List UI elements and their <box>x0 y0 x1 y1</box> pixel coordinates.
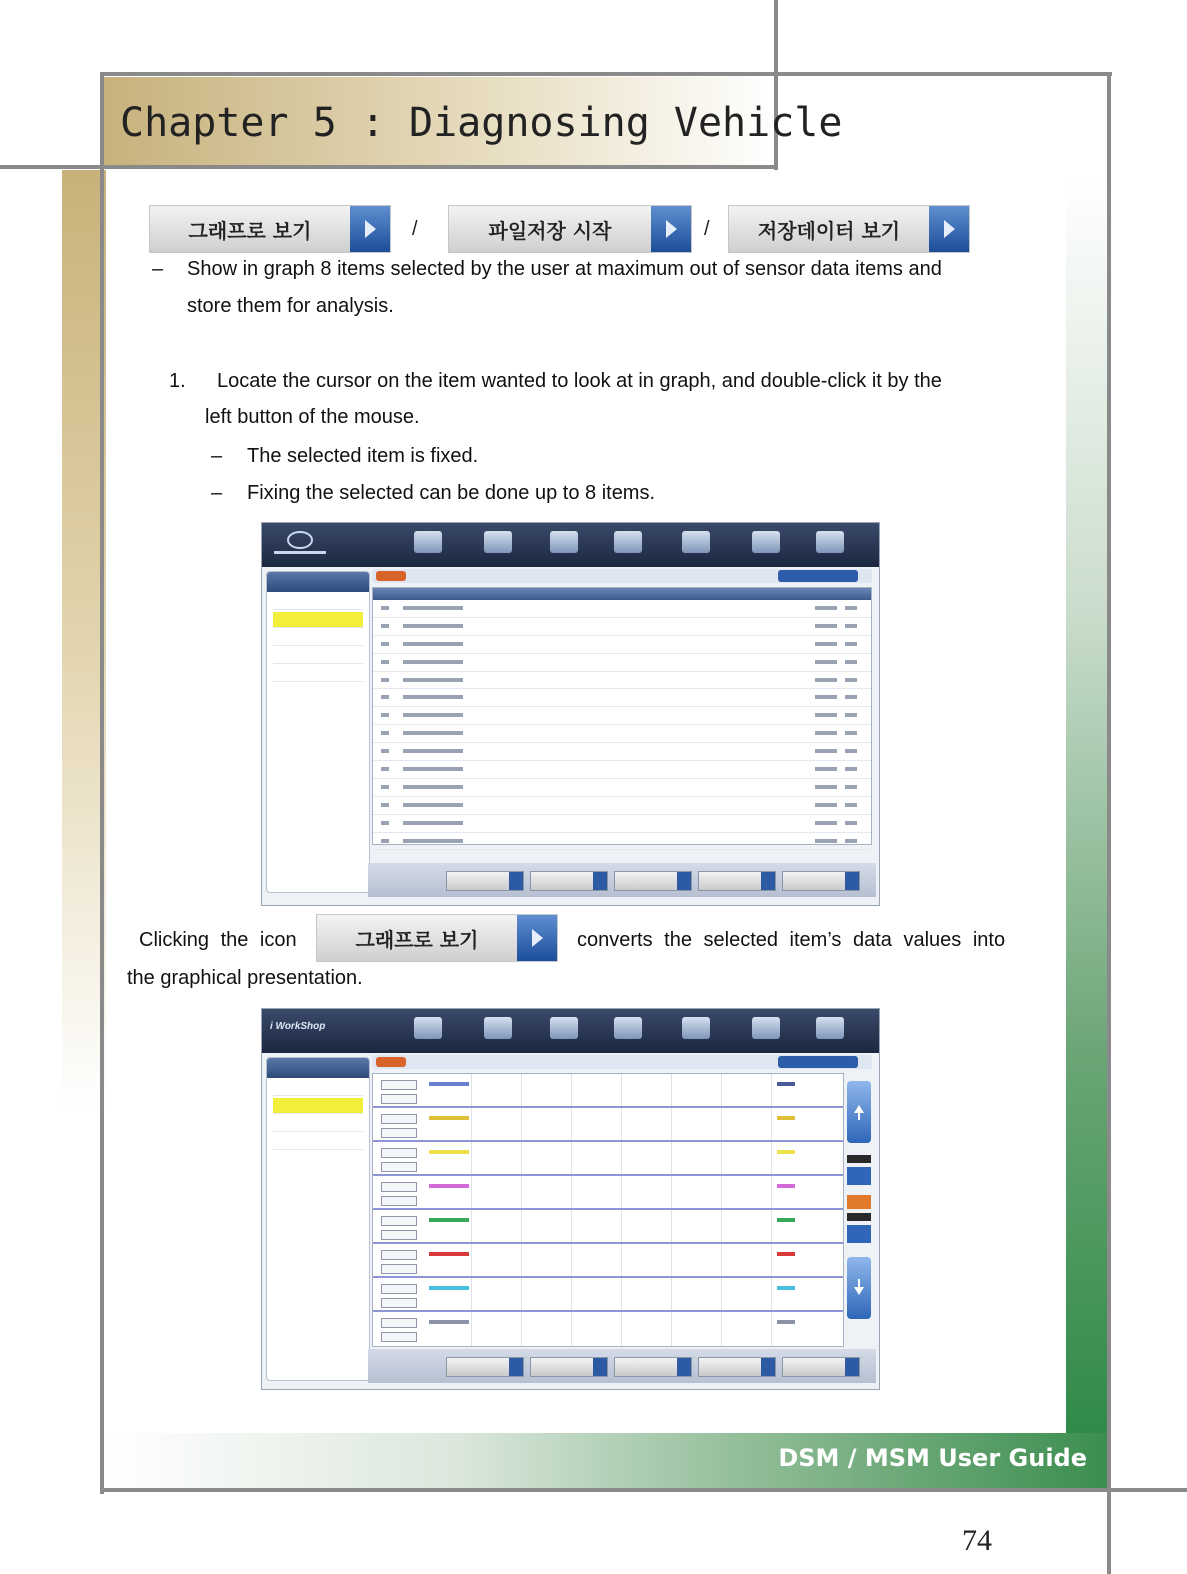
step1-number: 1. <box>169 370 186 392</box>
document-icon[interactable] <box>752 1017 780 1039</box>
breadcrumb-tag <box>376 571 406 581</box>
action-button-bar <box>368 1349 876 1383</box>
side-menu-header <box>267 1058 369 1078</box>
file-save-start-label: 파일저장 시작 <box>449 206 651 252</box>
grid-row[interactable] <box>373 725 871 743</box>
scale-box[interactable] <box>381 1250 417 1260</box>
graph-trace <box>373 1106 843 1108</box>
graph-item-label <box>429 1116 469 1120</box>
bullet-dash: – <box>211 482 223 504</box>
sensor-icon[interactable] <box>484 531 512 553</box>
grid-row[interactable] <box>373 600 871 618</box>
scale-box[interactable] <box>381 1318 417 1328</box>
app-logo-text: i WorkShop <box>270 1021 326 1032</box>
scale-control[interactable] <box>847 1225 871 1243</box>
bullet-selected-fixed: The selected item is fixed. <box>247 445 479 467</box>
mode-toggle[interactable] <box>847 1213 871 1221</box>
grid-line <box>621 1074 622 1346</box>
side-menu-item[interactable] <box>273 1116 363 1132</box>
graph-item-value <box>777 1116 795 1120</box>
previous-screen-button[interactable] <box>782 871 860 891</box>
side-menu <box>266 1057 370 1381</box>
graph-item-value <box>777 1286 795 1290</box>
page-number: 74 <box>962 1524 992 1557</box>
separator: / <box>412 218 418 240</box>
graph-item-value <box>777 1320 795 1324</box>
zoom-control[interactable] <box>847 1167 871 1185</box>
record-icon[interactable] <box>614 531 642 553</box>
frame-line <box>100 72 104 1494</box>
action-button-bar <box>368 863 876 897</box>
graph-item-value <box>777 1082 795 1086</box>
side-menu-item[interactable] <box>273 630 363 646</box>
grid-row[interactable] <box>373 797 871 815</box>
graph-view-button[interactable] <box>149 205 391 253</box>
breadcrumb-bar <box>372 569 872 583</box>
scale-box[interactable] <box>381 1114 417 1124</box>
graph-trace <box>373 1208 843 1210</box>
saved-data-view-button[interactable] <box>728 205 970 253</box>
grid-row[interactable] <box>373 815 871 833</box>
graph-item-label <box>429 1082 469 1086</box>
graph-item-label <box>429 1150 469 1154</box>
graph-trace <box>373 1310 843 1312</box>
graph-scroll-controls <box>847 1081 871 1319</box>
chevron-right-icon <box>651 206 691 252</box>
bullet-fixing-limit: Fixing the selected can be done up to 8 items. <box>247 482 656 504</box>
settings-icon[interactable] <box>816 1017 844 1039</box>
grid-header <box>373 588 871 600</box>
scale-box[interactable] <box>381 1284 417 1294</box>
breadcrumb-bar <box>372 1055 872 1069</box>
side-menu-item[interactable] <box>273 666 363 682</box>
side-menu-item-selected[interactable] <box>273 612 363 628</box>
grid-row[interactable] <box>373 761 871 779</box>
scale-box[interactable] <box>381 1196 417 1206</box>
settings-icon[interactable] <box>816 531 844 553</box>
scale-box[interactable] <box>381 1094 417 1104</box>
graph-item-value <box>777 1184 795 1188</box>
network-icon[interactable] <box>682 531 710 553</box>
breadcrumb-action-button[interactable] <box>778 570 858 582</box>
graph-panel <box>372 1073 844 1347</box>
grid-line <box>521 1074 522 1346</box>
chevron-right-icon <box>517 915 557 961</box>
side-menu-header <box>267 572 369 592</box>
app-toolbar <box>262 1009 879 1053</box>
intro-line2: store them for analysis. <box>187 295 394 317</box>
file-save-small-button[interactable] <box>614 1357 692 1377</box>
saved-data-small-button[interactable] <box>698 1357 776 1377</box>
chapter-title: Chapter 5 : Diagnosing Vehicle <box>120 100 843 146</box>
app-logo <box>270 529 336 559</box>
side-menu-item[interactable] <box>273 648 363 664</box>
bullet-dash: – <box>211 445 223 467</box>
grid-line <box>671 1074 672 1346</box>
scale-box[interactable] <box>381 1264 417 1274</box>
sensor-data-grid <box>372 587 872 845</box>
fixed-item-view-button[interactable] <box>446 1357 524 1377</box>
grid-row[interactable] <box>373 636 871 654</box>
actuation-icon[interactable] <box>550 531 578 553</box>
side-menu-item[interactable] <box>273 1134 363 1150</box>
chevron-right-icon <box>929 206 969 252</box>
grid-row[interactable] <box>373 654 871 672</box>
actuation-icon[interactable] <box>550 1017 578 1039</box>
side-menu-item-selected[interactable] <box>273 1098 363 1114</box>
file-save-small-button[interactable] <box>614 871 692 891</box>
app-toolbar <box>262 523 879 567</box>
side-menu-item[interactable] <box>273 594 363 610</box>
pause-control[interactable] <box>847 1195 871 1209</box>
record-icon[interactable] <box>614 1017 642 1039</box>
document-icon[interactable] <box>752 531 780 553</box>
inline-graph-view-label: 그래프로 보기 <box>317 915 517 961</box>
right-gradient-band <box>1066 175 1108 1437</box>
step1-line1: Locate the cursor on the item wanted to look at in graph, and double-click it by the <box>217 370 942 392</box>
screenshot-graph-view <box>261 1008 880 1390</box>
graph-view-label: 그래프로 보기 <box>150 206 350 252</box>
grid-line <box>571 1074 572 1346</box>
diagnosis-icon[interactable] <box>414 1017 442 1039</box>
grid-line <box>771 1074 772 1346</box>
graph-item-label <box>429 1184 469 1188</box>
graph-item-label <box>429 1320 469 1324</box>
graph-trace <box>373 1140 843 1142</box>
graph-trace <box>373 1276 843 1278</box>
scroll-up-button[interactable] <box>847 1081 871 1143</box>
scale-box[interactable] <box>381 1298 417 1308</box>
frame-line <box>0 165 778 169</box>
sensor-icon[interactable] <box>484 1017 512 1039</box>
graph-item-label <box>429 1286 469 1290</box>
zoom-toggle[interactable] <box>847 1155 871 1163</box>
scale-box[interactable] <box>381 1148 417 1158</box>
intro-line1: Show in graph 8 items selected by the user at maximum out of sensor data items and <box>187 258 942 280</box>
frame-line <box>1107 72 1111 1574</box>
fixed-item-release-button[interactable] <box>446 871 524 891</box>
previous-screen-button[interactable] <box>782 1357 860 1377</box>
scale-box[interactable] <box>381 1162 417 1172</box>
frame-line <box>100 1488 1112 1492</box>
graph-view-small-button[interactable] <box>530 871 608 891</box>
scale-box[interactable] <box>381 1182 417 1192</box>
scale-box[interactable] <box>381 1230 417 1240</box>
scale-box[interactable] <box>381 1080 417 1090</box>
screenshot-sensor-data-list <box>261 522 880 906</box>
grid-row[interactable] <box>373 672 871 690</box>
clicking-line2: the graphical presentation. <box>127 967 363 989</box>
chevron-right-icon <box>350 206 390 252</box>
graph-item-value <box>777 1252 795 1256</box>
grid-line <box>471 1074 472 1346</box>
diagnosis-icon[interactable] <box>414 531 442 553</box>
text-view-button[interactable] <box>530 1357 608 1377</box>
guide-label: DSM / MSM User Guide <box>778 1444 1087 1472</box>
file-save-start-button[interactable] <box>448 205 692 253</box>
separator: / <box>704 218 710 240</box>
side-menu-item[interactable] <box>273 1080 363 1096</box>
grid-row[interactable] <box>373 743 871 761</box>
network-icon[interactable] <box>682 1017 710 1039</box>
breadcrumb-tag <box>376 1057 406 1067</box>
grid-row[interactable] <box>373 779 871 797</box>
breadcrumb-action-button[interactable] <box>778 1056 858 1068</box>
grid-row[interactable] <box>373 833 871 851</box>
graph-item-label <box>429 1218 469 1222</box>
saved-data-view-label: 저장데이터 보기 <box>729 206 929 252</box>
intro-dash: – <box>152 258 164 280</box>
frame-line <box>1066 1488 1187 1492</box>
graph-item-label <box>429 1252 469 1256</box>
clicking-prefix: Clicking the icon <box>139 929 297 951</box>
side-menu <box>266 571 370 893</box>
frame-line <box>100 72 1112 76</box>
graph-trace <box>373 1174 843 1176</box>
scale-box[interactable] <box>381 1332 417 1342</box>
saved-data-small-button[interactable] <box>698 871 776 891</box>
grid-row[interactable] <box>373 689 871 707</box>
graph-item-value <box>777 1218 795 1222</box>
scroll-down-button[interactable] <box>847 1257 871 1319</box>
grid-row[interactable] <box>373 707 871 725</box>
scale-box[interactable] <box>381 1216 417 1226</box>
scale-box[interactable] <box>381 1128 417 1138</box>
clicking-prefix-row <box>139 929 297 952</box>
clicking-suffix: converts the selected item’s data values into <box>577 929 1006 951</box>
grid-row[interactable] <box>373 618 871 636</box>
graph-item-value <box>777 1150 795 1154</box>
step1-line2: left button of the mouse. <box>205 406 420 428</box>
grid-line <box>721 1074 722 1346</box>
inline-graph-view-button[interactable] <box>316 914 558 962</box>
graph-trace <box>373 1242 843 1244</box>
